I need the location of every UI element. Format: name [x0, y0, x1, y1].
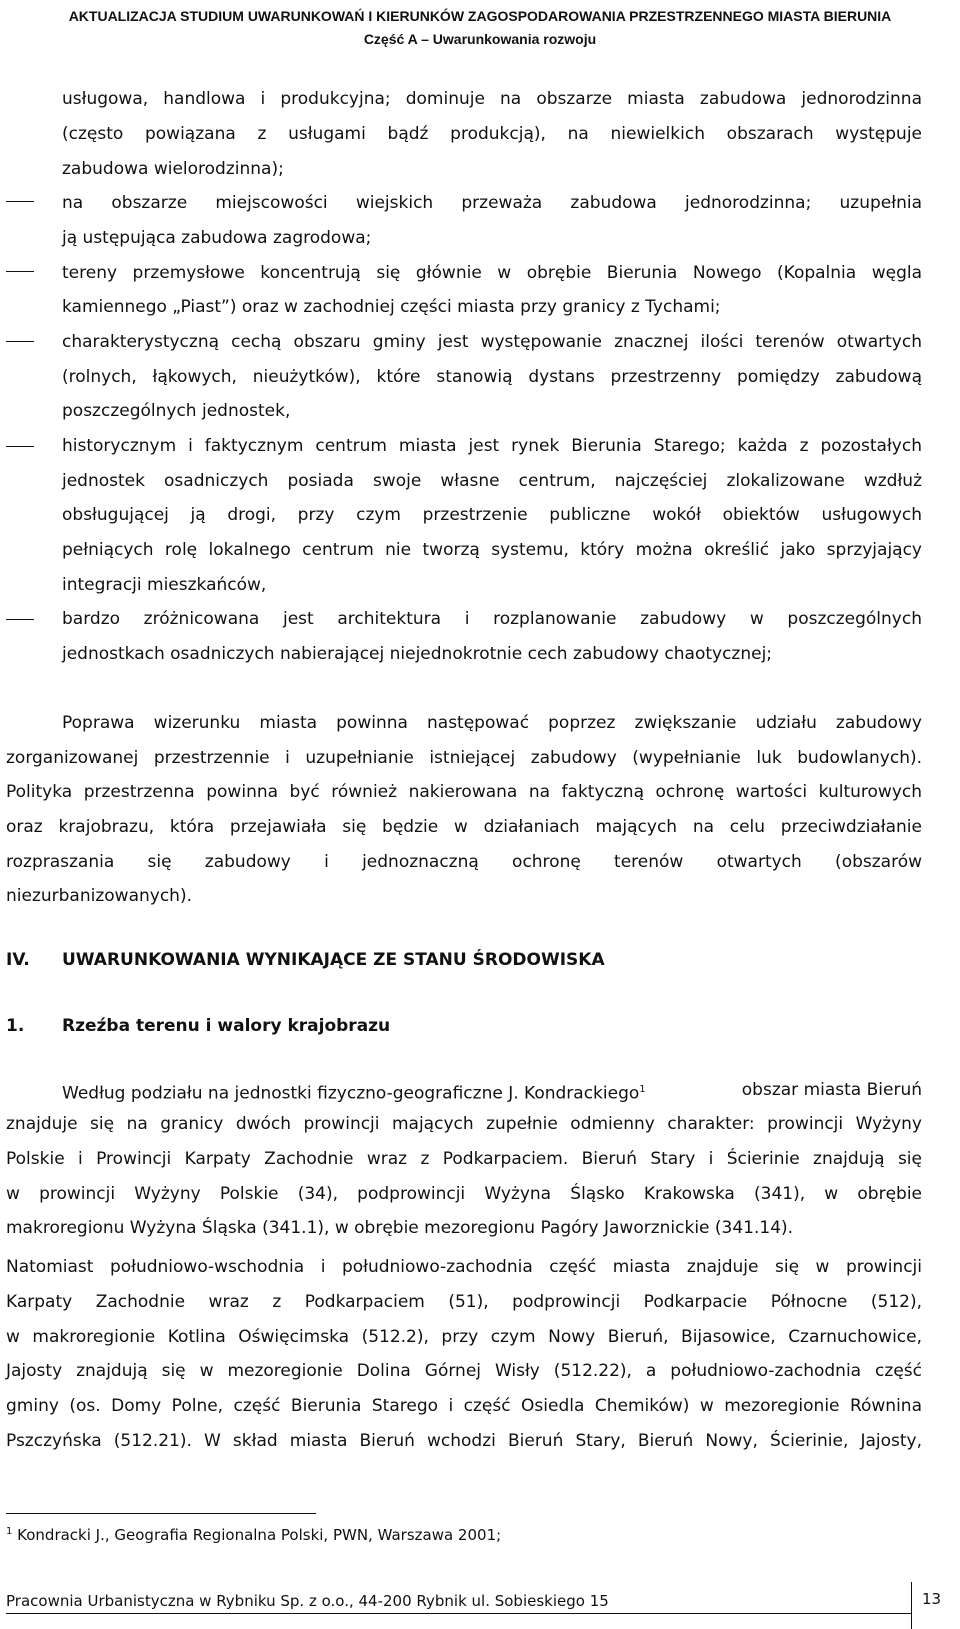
text-line: Poprawa wizerunku miasta powinna następować poprzez zwiększanie udziału zabudowy	[62, 713, 922, 733]
text-line: tereny przemysłowe koncentrują się głównie w obrębie Bierunia Nowego (Kopalnia węgla	[62, 263, 922, 283]
text-line: (często powiązana z usługami bądź produkcją), na niewielkich obszarach występuje	[62, 124, 922, 144]
footnote	[6, 1521, 501, 1546]
text-line: gminy (os. Domy Polne, część Bierunia Starego i część Osiedla Chemików) w mezoregionie Równina	[6, 1396, 922, 1416]
footnote-number: 1	[6, 1526, 13, 1537]
text-line: obsługującej ją drogi, przy czym przestrzenie publiczne wokół obiektów usługowych	[62, 505, 922, 525]
text-line: poszczególnych jednostek,	[62, 401, 291, 421]
text-line: integracji mieszkańców,	[62, 575, 267, 595]
subsection-title: Rzeźba terenu i walory krajobrazu	[62, 1016, 391, 1036]
bullet-dash	[6, 271, 34, 272]
text-line: rozpraszania się zabudowy i jednoznaczną ochronę terenów otwartych (obszarów	[6, 852, 922, 872]
text-line: ją ustępująca zabudowa zagrodowa;	[62, 228, 372, 248]
text-line: (rolnych, łąkowych, nieużytków), które stanowią dystans przestrzenny pomiędzy zabudową	[62, 367, 922, 387]
text-line: charakterystyczną cechą obszaru gminy jest występowanie znacznej ilości terenów otwartych	[62, 332, 922, 352]
text-line: zorganizowanej przestrzennie i uzupełnianie istniejącej zabudowy (wypełnianie luk budowlanych).	[6, 748, 922, 768]
footer-divider	[911, 1582, 912, 1629]
page-header	[0, 0, 960, 51]
document-subtitle: Część A – Uwarunkowania rozwoju	[363, 31, 597, 47]
text-line: historycznym i faktycznym centrum miasta jest rynek Bierunia Starego; każda z pozostałych	[62, 436, 922, 456]
text-span: Według podziału na jednostki fizyczno-geograficzne J. Kondrackiego	[62, 1083, 640, 1104]
text-line: oraz krajobrazu, która przejawiała się będzie w działaniach mających na celu przeciwdziałanie	[6, 817, 922, 837]
text-line: jednostek osadniczych posiada swoje własne centrum, najczęściej zlokalizowane wzdłuż	[62, 471, 922, 491]
text-line: usługowa, handlowa i produkcyjna; dominuje na obszarze miasta zabudowa jednorodzinna	[62, 89, 922, 109]
text-line: Polityka przestrzenna powinna być również nakierowana na faktyczną ochronę wartości kulturowych	[6, 782, 922, 802]
bullet-dash	[6, 201, 34, 202]
subsection-number: 1.	[6, 1016, 25, 1036]
text-line: Polskie i Prowincji Karpaty Zachodnie wraz z Podkarpaciem. Bieruń Stary i Ścierinie znajdują się	[6, 1149, 922, 1169]
text-line: zabudowa wielorodzinna);	[62, 159, 284, 179]
text-line: bardzo zróżnicowana jest architektura i rozplanowanie zabudowy w poszczególnych	[62, 609, 922, 629]
document-title: AKTUALIZACJA STUDIUM UWARUNKOWAŃ I KIERUNKÓW ZAGOSPODAROWANIA PRZESTRZENNEGO MIASTA BIERUNIA	[68, 8, 892, 24]
text-span: obszar miasta Bieruń	[741, 1080, 922, 1100]
page-number: 13	[922, 1590, 942, 1608]
text-line: makroregionu Wyżyna Śląska (341.1), w obrębie mezoregionu Pagóry Jaworznickie (341.14).	[6, 1218, 794, 1238]
text-line: kamiennego „Piast”) oraz w zachodniej części miasta przy granicy z Tychami;	[62, 297, 721, 317]
text-line: jednostkach osadniczych nabierającej niejednokrotnie cech zabudowy chaotycznej;	[62, 644, 773, 664]
text-line: na obszarze miejscowości wiejskich przeważa zabudowa jednorodzinna; uzupełnia	[62, 193, 922, 213]
bullet-dash	[6, 446, 34, 447]
text-line: Natomiast południowo-wschodnia i południowo-zachodnia część miasta znajduje się w prowincji	[6, 1257, 922, 1277]
footer-rule	[6, 1613, 911, 1614]
text-line: niezurbanizowanych).	[6, 886, 192, 906]
footnote-reference[interactable]: 1	[639, 1084, 646, 1095]
text-line	[62, 1079, 922, 1105]
footer-text: Pracownia Urbanistyczna w Rybniku Sp. z o.o., 44-200 Rybnik ul. Sobieskiego 15	[6, 1592, 609, 1610]
footnote-separator	[6, 1513, 316, 1514]
text-line: Karpaty Zachodnie wraz z Podkarpaciem (51), podprowincji Podkarpacie Północne (512),	[6, 1292, 922, 1312]
footnote-text: Kondracki J., Geografia Regionalna Polski, PWN, Warszawa 2001;	[17, 1526, 502, 1544]
section-number: IV.	[6, 950, 30, 970]
section-title: UWARUNKOWANIA WYNIKAJĄCE ZE STANU ŚRODOWISKA	[62, 950, 605, 970]
text-line: w makroregionie Kotlina Oświęcimska (512.2), przy czym Nowy Bieruń, Bijasowice, Czarnuchowice,	[6, 1327, 922, 1347]
text-line: pełniących rolę lokalnego centrum nie tworzą systemu, który można określić jako sprzyjający	[62, 540, 922, 560]
text-line: Pszczyńska (512.21). W skład miasta Bieruń wchodzi Bieruń Stary, Bieruń Nowy, Ścierinie, Jajosty,	[6, 1431, 922, 1451]
bullet-dash	[6, 619, 34, 620]
bullet-dash	[6, 341, 34, 342]
text-line: Jajosty znajdują się w mezoregionie Dolina Górnej Wisły (512.22), a południowo-zachodnia część	[6, 1361, 922, 1381]
text-line: znajduje się na granicy dwóch prowincji mających zupełnie odmienny charakter: prowincji Wyżyny	[6, 1114, 922, 1134]
text-line: w prowincji Wyżyny Polskie (34), podprowincji Wyżyna Śląsko Krakowska (341), w obrębie	[6, 1184, 922, 1204]
